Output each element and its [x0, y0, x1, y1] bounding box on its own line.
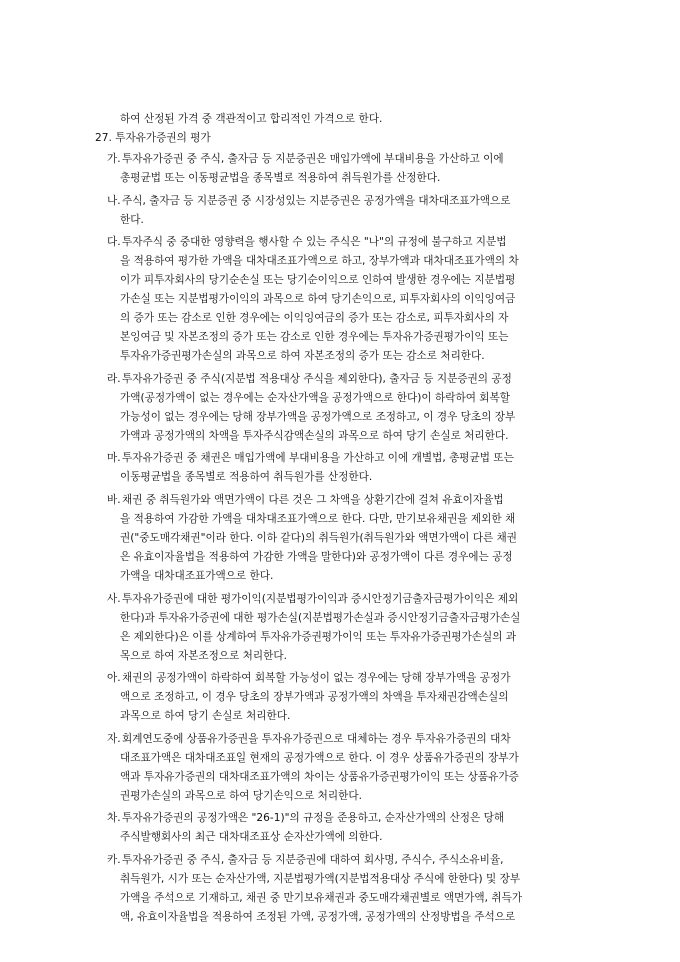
item-text-line: 주식발행회사의 최근 대차대조표상 순자산가액에 의한다.	[120, 831, 383, 844]
item-text-line: 가액을 주석으로 기재하고, 채권 중 만기보유채권과 중도매각채권별로 액면가액, 취득가	[120, 892, 523, 904]
item-text-line: 투자유가증권 중 주식, 출자금 등 지분증권에 대하여 회사명, 주식수, 주식소유비율,	[122, 854, 504, 866]
item-text-line: 채권의 공정가액이 하락하여 회복할 가능성이 없는 경우에는 당해 장부가액을 공정가	[122, 672, 511, 685]
item-text-line: 권("중도매각채권"이라 한다. 이하 같다)의 취득원가(취득원가와 액면가액이 다른 채권	[120, 532, 518, 544]
item-text-line: 액, 유효이자율법을 적용하여 조정된 가액, 공정가액, 공정가액의 산정방법을 주석으로	[120, 911, 516, 923]
item-text-line: 총평균법 또는 이동평균법을 종목별로 적용하여 취득원가를 산정한다.	[120, 172, 441, 184]
item-text-line: 과목으로 하여 당기 손실로 처리한다.	[120, 710, 291, 723]
item-text-line: 투자유가증권 중 주식(지분법 적용대상 주식을 제외한다), 출자금 등 지분증권의 공정	[122, 372, 512, 385]
item-text-line: 가손실 또는 지분법평가이익의 과목으로 하여 당기손익으로, 피투자회사의 이익잉여금	[120, 293, 516, 306]
item-text-line: 한다.	[120, 213, 144, 226]
item-marker: 나.	[107, 194, 121, 207]
item-text-line: 의 증가 또는 감소로 인한 경우에는 이익잉여금의 증가 또는 감소로, 피투자회사의 자	[120, 312, 509, 325]
item-text-line: 투자유가증권평가손실의 과목으로 하여 자본조정의 증가 또는 감소로 처리한다.	[120, 350, 485, 363]
item-text-line: 본잉여금 및 자본조정의 증가 또는 감소로 인한 경우에는 투자유가증권평가이익 또는	[120, 331, 509, 344]
item-text-line: 투자유가증권의 공정가액은 "26-1)"의 규정을 준용하고, 순자산가액의 산정은 당해	[122, 812, 505, 825]
item-text-line: 액과 투자유가증권의 대차대조표가액의 차이는 상품유가증권평가이익 또는 상품유가증	[120, 770, 519, 783]
item-text-line: 가액(공정가액이 없는 경우에는 순자산가액을 공정가액으로 한다)이 하락하여 회복할	[120, 391, 511, 404]
item-text-line: 권평가손실의 과목으로 하여 당기손익으로 처리한다.	[120, 789, 362, 802]
item-text-line: 을 적용하여 가감한 가액을 대차대조표가액으로 한다. 다만, 만기보유채권을 제외한 채	[120, 513, 516, 525]
item-text-line: 목으로 하여 자본조정으로 처리한다.	[120, 649, 287, 662]
lead-continuation-line: 하여 산정된 가격 중 객관적이고 합리적인 가격으로 한다.	[120, 113, 383, 125]
item-text-line: 가능성이 없는 경우에는 당해 장부가액을 공정가액으로 조정하고, 이 경우 당초의 장부	[120, 410, 516, 423]
item-text-line: 회계연도중에 상품유가증권을 투자유가증권으로 대체하는 경우 투자유가증권의 대차	[122, 732, 511, 745]
item-marker: 카.	[107, 854, 121, 866]
item-text-line: 취득원가, 시가 또는 순자산가액, 지분법평가액(지분법적용대상 주식에 한한다) 및 장부	[120, 873, 521, 885]
item-text-line: 이가 피투자회사의 당기순손실 또는 당기순이익으로 인하여 발생한 경우에는 지분법평	[120, 274, 516, 287]
item-marker: 바.	[107, 494, 121, 506]
item-text-line: 은 제외한다)은 이를 상계하여 투자유가증권평가이익 또는 투자유가증권평가손실의 과	[120, 630, 517, 643]
section-heading: 27. 투자유가증권의 평가	[95, 132, 211, 144]
item-text-line: 투자유가증권 중 채권은 매입가액에 부대비용을 가산하고 이에 개별법, 총평균법 또는	[122, 452, 514, 465]
item-marker: 아.	[107, 672, 121, 685]
item-text-line: 가액을 대차대조표가액으로 한다.	[120, 570, 274, 582]
item-text-line: 채권 중 취득원가와 액면가액이 다른 것은 그 차액을 상환기간에 걸쳐 유효이자율법	[122, 494, 504, 506]
item-text-line: 대조표가액은 대차대조표일 현재의 공정가액으로 한다. 이 경우 상품유가증권의 장부가	[120, 751, 519, 764]
item-marker: 사.	[107, 592, 121, 605]
item-marker: 마.	[107, 452, 121, 465]
item-text-line: 투자주식 중 중대한 영향력을 행사할 수 있는 주식은 "나"의 규정에 불구하고 지분법	[122, 236, 507, 249]
item-marker: 자.	[107, 732, 121, 745]
item-marker: 라.	[107, 372, 121, 385]
item-text-line: 가액과 공정가액의 차액을 투자주식감액손실의 과목으로 하여 당기 손실로 처리한다.	[120, 429, 509, 442]
item-marker: 차.	[107, 812, 121, 825]
item-text-line: 투자유가증권에 대한 평가이익(지분법평가이익과 증시안정기금출자금평가이익은 제외	[122, 592, 519, 605]
item-marker: 다.	[107, 236, 121, 249]
item-text-line: 은 유효이자율법을 적용하여 가감한 가액을 말한다)와 공정가액이 다른 경우에는 공정	[120, 551, 513, 563]
item-text-line: 액으로 조정하고, 이 경우 당초의 장부가액과 공정가액의 차액을 투자채권감액손실의	[120, 691, 509, 704]
item-text-line: 투자유가증권 중 주식, 출자금 등 지분증권은 매입가액에 부대비용을 가산하고 이에	[122, 153, 504, 165]
item-text-line: 주식, 출자금 등 지분증권 중 시장성있는 지분증권은 공정가액을 대차대조표가액으로	[122, 194, 511, 207]
item-text-line: 한다)과 투자유가증권에 대한 평가손실(지분법평가손실과 증시안정기금출자금평가손실	[120, 611, 521, 624]
item-text-line: 이동평균법을 종목별로 적용하여 취득원가를 산정한다.	[120, 471, 373, 484]
item-marker: 가.	[107, 153, 121, 165]
item-text-line: 을 적용하여 평가한 가액을 대차대조표가액으로 하고, 장부가액과 대차대조표가액의 차	[120, 255, 519, 268]
